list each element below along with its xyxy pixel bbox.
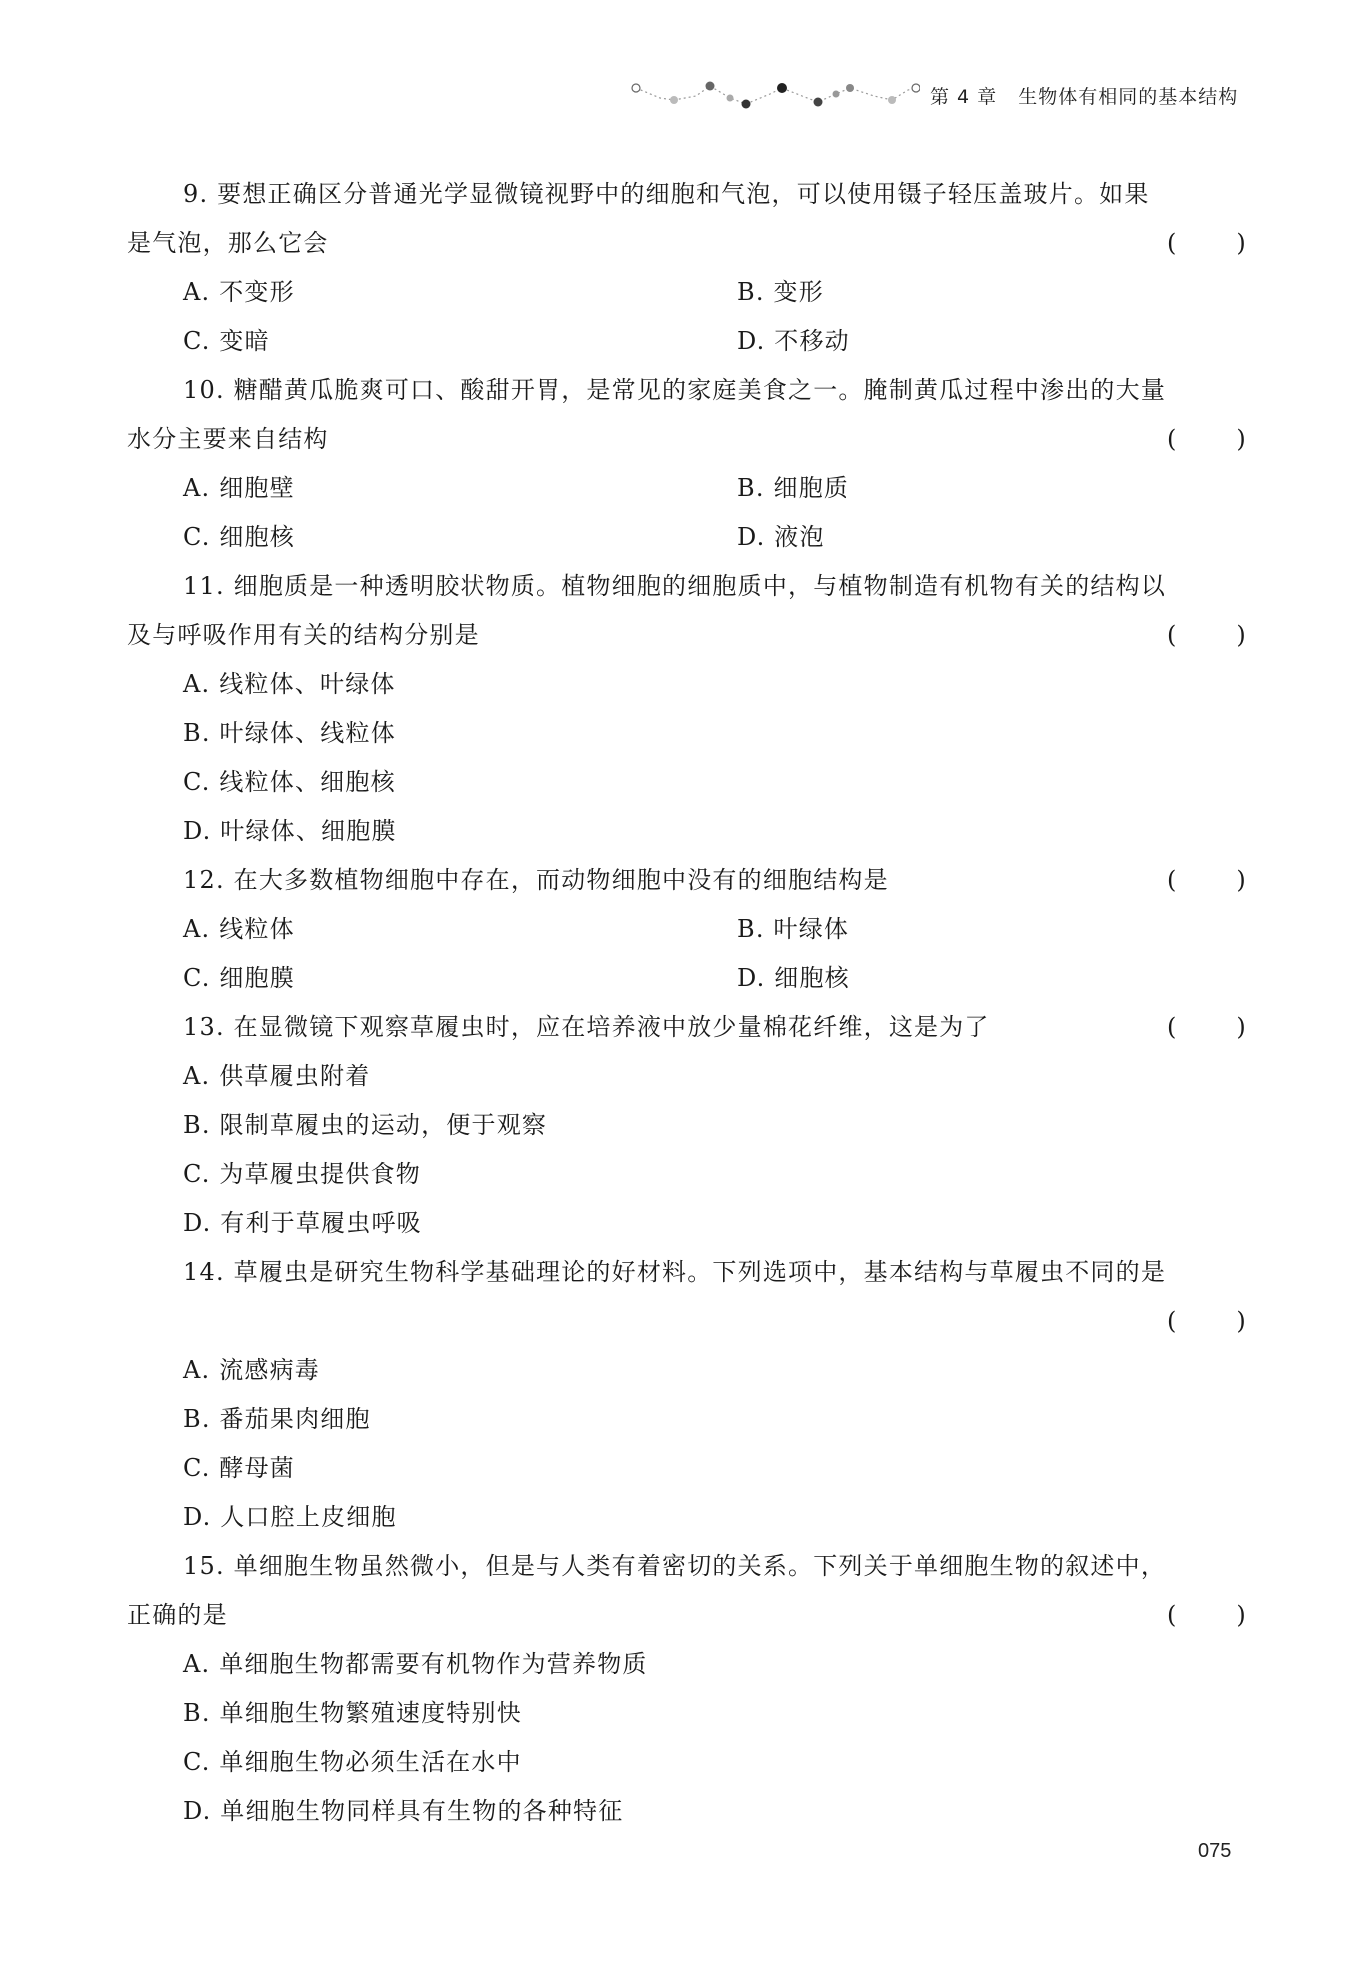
option-item: D. 不移动 — [737, 327, 850, 355]
question-stem-line — [127, 1591, 1247, 1640]
option-item: C. 单细胞生物必须生活在水中 — [183, 1748, 522, 1776]
question-number: 15. — [183, 1552, 225, 1580]
option-item: B. 细胞质 — [737, 474, 850, 502]
option-item: A. 线粒体、叶绿体 — [183, 670, 396, 698]
question-stem-text: 要想正确区分普通光学显微镜视野中的细胞和气泡，可以使用镊子轻压盖玻片。如果 — [217, 180, 1150, 208]
question-stem-line — [127, 170, 1247, 219]
paren-left: ( — [1167, 1013, 1178, 1041]
option-item: A. 细胞壁 — [183, 474, 295, 502]
option-item: B. 叶绿体、线粒体 — [183, 719, 396, 747]
question-stem-line — [127, 856, 1247, 905]
paren-right: ) — [1236, 866, 1247, 894]
question-stem-text: 及与呼吸作用有关的结构分别是 — [127, 621, 480, 649]
chapter-number: 第 4 章 — [930, 86, 998, 108]
option-item: D. 人口腔上皮细胞 — [183, 1503, 397, 1531]
question-15 — [127, 1542, 1247, 1836]
option-row — [127, 268, 1247, 317]
question-12 — [127, 856, 1247, 1003]
question-stem-text: 细胞质是一种透明胶状物质。植物细胞的细胞质中，与植物制造有机物有关的结构以 — [233, 572, 1167, 600]
option-item: D. 叶绿体、细胞膜 — [183, 817, 397, 845]
option-item: B. 单细胞生物繁殖速度特别快 — [183, 1699, 522, 1727]
option-item: D. 有利于草履虫呼吸 — [183, 1209, 422, 1237]
question-13 — [127, 1003, 1247, 1248]
paren-left: ( — [1167, 229, 1178, 257]
paren-right: ) — [1236, 621, 1247, 649]
question-stem-text: 在大多数植物细胞中存在，而动物细胞中没有的细胞结构是 — [233, 866, 889, 894]
paren-left: ( — [1167, 1307, 1178, 1335]
question-10 — [127, 366, 1247, 562]
paren-right: ) — [1236, 1307, 1247, 1335]
option-item: D. 细胞核 — [737, 964, 850, 992]
question-stem-line — [127, 1297, 1247, 1346]
paren-left: ( — [1167, 866, 1178, 894]
question-stem-line — [127, 219, 1247, 268]
question-stem-line — [127, 611, 1247, 660]
question-stem-text: 在显微镜下观察草履虫时，应在培养液中放少量棉花纤维，这是为了 — [233, 1013, 990, 1041]
option-item: B. 番茄果肉细胞 — [183, 1405, 371, 1433]
question-number: 14. — [183, 1258, 225, 1286]
paren-left: ( — [1167, 621, 1178, 649]
question-list — [127, 170, 1247, 1836]
decorative-dots-icon — [630, 78, 920, 114]
option-item: A. 单细胞生物都需要有机物作为营养物质 — [183, 1650, 648, 1678]
question-stem-line — [127, 1542, 1247, 1591]
option-item: C. 变暗 — [183, 327, 270, 355]
question-stem-text: 单细胞生物虽然微小，但是与人类有着密切的关系。下列关于单细胞生物的叙述中， — [233, 1552, 1167, 1580]
question-stem-text: 糖醋黄瓜脆爽可口、酸甜开胃，是常见的家庭美食之一。腌制黄瓜过程中渗出的大量 — [233, 376, 1167, 404]
option-row — [127, 954, 1247, 1003]
running-header — [630, 78, 1250, 118]
question-stem-line — [127, 1003, 1247, 1052]
option-row — [127, 905, 1247, 954]
option-item: B. 叶绿体 — [737, 915, 850, 943]
option-row — [127, 317, 1247, 366]
question-11 — [127, 562, 1247, 856]
question-9 — [127, 170, 1247, 366]
option-item: D. 单细胞生物同样具有生物的各种特征 — [183, 1797, 624, 1825]
option-item: B. 变形 — [737, 278, 824, 306]
question-stem-text: 水分主要来自结构 — [127, 425, 329, 453]
question-stem-line — [127, 562, 1247, 611]
question-stem-text: 是气泡，那么它会 — [127, 229, 329, 257]
option-row — [127, 513, 1247, 562]
question-14 — [127, 1248, 1247, 1542]
option-row — [127, 464, 1247, 513]
option-item: C. 为草履虫提供食物 — [183, 1160, 421, 1188]
question-stem-text: 正确的是 — [127, 1601, 228, 1629]
option-item: C. 细胞膜 — [183, 964, 295, 992]
question-number: 9. — [183, 180, 209, 208]
paren-right: ) — [1236, 425, 1247, 453]
paren-right: ) — [1236, 1601, 1247, 1629]
question-stem-line — [127, 1248, 1247, 1297]
paren-left: ( — [1167, 425, 1178, 453]
question-number: 13. — [183, 1013, 225, 1041]
chapter-name: 生物体有相同的基本结构 — [1018, 86, 1239, 108]
question-stem-line — [127, 415, 1247, 464]
question-stem-text: 草履虫是研究生物科学基础理论的好材料。下列选项中，基本结构与草履虫不同的是 — [233, 1258, 1167, 1286]
option-item: C. 酵母菌 — [183, 1454, 295, 1482]
chapter-title — [930, 82, 1238, 109]
question-number: 10. — [183, 376, 225, 404]
question-stem-line — [127, 366, 1247, 415]
option-item: A. 不变形 — [183, 278, 295, 306]
paren-left: ( — [1167, 1601, 1178, 1629]
question-number: 12. — [183, 866, 225, 894]
paren-right: ) — [1236, 1013, 1247, 1041]
option-item: C. 细胞核 — [183, 523, 295, 551]
option-item: C. 线粒体、细胞核 — [183, 768, 396, 796]
paren-right: ) — [1236, 229, 1247, 257]
question-number: 11. — [183, 572, 225, 600]
option-item: D. 液泡 — [737, 523, 825, 551]
option-item: A. 线粒体 — [183, 915, 295, 943]
option-item: A. 供草履虫附着 — [183, 1062, 371, 1090]
option-item: B. 限制草履虫的运动，便于观察 — [183, 1111, 548, 1139]
page-number: 075 — [1198, 1840, 1232, 1862]
option-item: A. 流感病毒 — [183, 1356, 320, 1384]
